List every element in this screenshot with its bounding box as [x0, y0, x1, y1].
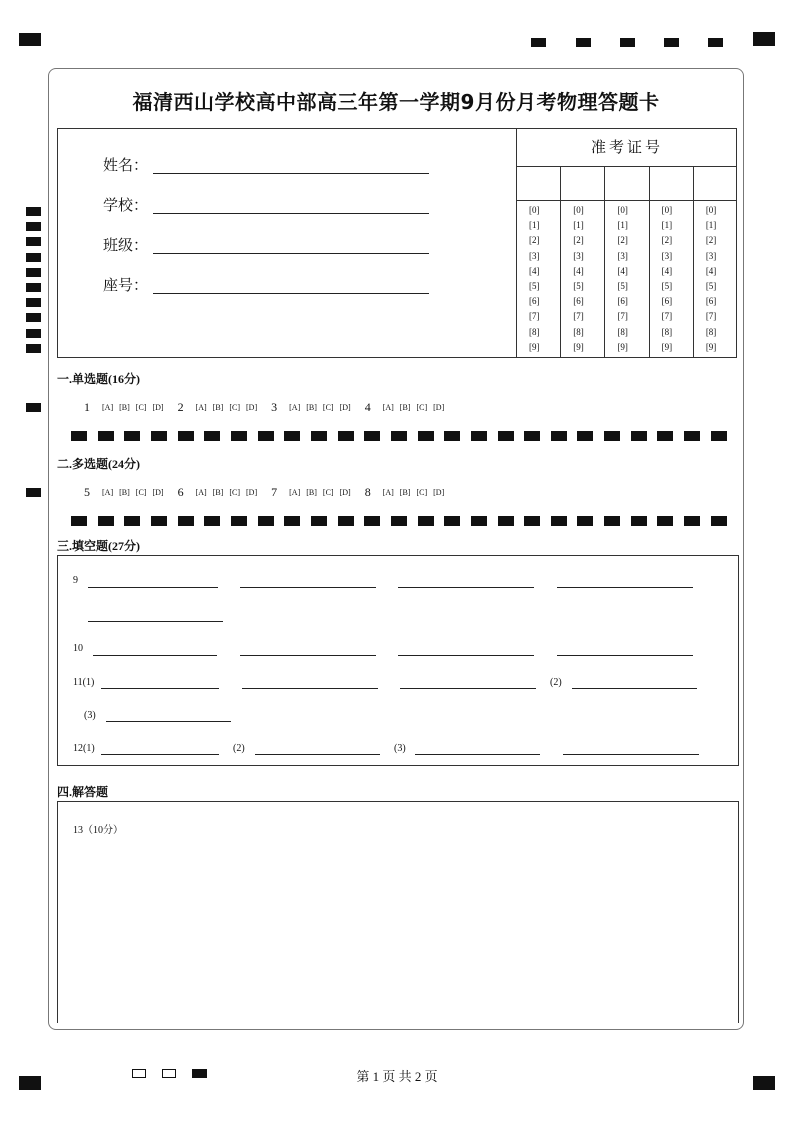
digit-bubble[interactable]: [2]: [661, 235, 673, 246]
name-field[interactable]: 姓名：: [103, 154, 148, 175]
timing-mark: [26, 488, 41, 497]
digit-bubble[interactable]: [7]: [705, 311, 717, 322]
timing-mark: [657, 516, 673, 526]
corner-mark-top-right: [753, 32, 775, 46]
choice-question: [84, 485, 164, 500]
digit-bubble[interactable]: [0]: [529, 205, 540, 215]
digit-bubble[interactable]: [6]: [661, 296, 673, 307]
student-fields: [58, 129, 517, 357]
digit-bubble[interactable]: [7]: [661, 311, 673, 322]
answer-blank[interactable]: [400, 688, 536, 689]
choice-question: [178, 485, 258, 500]
answer-blank[interactable]: [88, 587, 218, 588]
exam-number-write-cell[interactable]: [561, 166, 604, 201]
choice-question: [178, 400, 258, 415]
digit-bubble[interactable]: [8]: [573, 326, 584, 337]
choice-question: [84, 400, 164, 415]
digit-bubble[interactable]: [7]: [573, 311, 584, 322]
digit-bubble[interactable]: [7]: [617, 311, 628, 322]
timing-mark: [26, 207, 41, 216]
option-bubble[interactable]: [D]: [433, 488, 445, 497]
digit-bubble[interactable]: [9]: [617, 341, 628, 352]
answer-blank[interactable]: [242, 688, 378, 689]
digit-bubble[interactable]: [6]: [573, 296, 584, 307]
digit-bubble[interactable]: [3]: [617, 250, 628, 261]
answer-blank[interactable]: [398, 587, 534, 588]
answer-blank[interactable]: [101, 754, 219, 755]
school-field[interactable]: 学校：: [103, 194, 148, 215]
timing-mark: [664, 38, 679, 47]
timing-mark: [576, 38, 591, 47]
exam-number-column: [561, 166, 605, 358]
question-number: 3: [271, 400, 278, 414]
digit-bubble[interactable]: [9]: [529, 341, 540, 352]
timing-mark: [311, 516, 327, 526]
timing-mark: [26, 222, 41, 231]
question-number: 4: [364, 400, 371, 414]
digit-bubble[interactable]: [6]: [617, 296, 628, 307]
timing-mark: [26, 253, 41, 262]
option-bubble[interactable]: [C]: [416, 488, 428, 497]
timing-bar: [71, 516, 727, 526]
answer-blank[interactable]: [240, 587, 376, 588]
digit-bubble[interactable]: [9]: [573, 341, 584, 352]
section-answer: 四.解答题: [57, 785, 109, 799]
student-info-box: [57, 128, 737, 358]
option-bubble[interactable]: [C]: [322, 488, 334, 497]
timing-mark: [178, 431, 194, 441]
answer-blank[interactable]: [398, 655, 534, 656]
digit-bubble[interactable]: [0]: [661, 205, 673, 215]
exam-number-write-cell[interactable]: [605, 166, 648, 201]
digit-bubble[interactable]: [8]: [661, 326, 673, 337]
digit-bubble[interactable]: [2]: [529, 235, 540, 246]
option-bubble[interactable]: [C]: [135, 403, 147, 412]
question-11-part3-label: (3): [84, 710, 96, 721]
digit-bubble[interactable]: [1]: [529, 220, 540, 231]
timing-mark: [631, 516, 647, 526]
timing-mark: [178, 516, 194, 526]
choice-question: [271, 400, 351, 415]
timing-mark: [26, 268, 41, 277]
digit-bubble[interactable]: [2]: [705, 235, 717, 246]
answer-blank[interactable]: [240, 655, 376, 656]
timing-mark: [124, 431, 140, 441]
timing-mark: [418, 431, 434, 441]
answer-box-13[interactable]: [57, 801, 739, 1023]
question-number: 1: [84, 400, 90, 414]
timing-mark: [631, 431, 647, 441]
digit-bubble[interactable]: [2]: [573, 235, 584, 246]
question-11-part2-label: (2): [550, 677, 562, 688]
choice-question: [365, 400, 445, 415]
digit-bubble[interactable]: [1]: [573, 220, 584, 231]
exam-number-grid: [517, 166, 737, 358]
option-bubble[interactable]: [D]: [152, 488, 164, 497]
timing-mark: [444, 516, 460, 526]
section-single-choice: 一.单选题(16分): [57, 372, 140, 386]
digit-bubble[interactable]: [4]: [529, 265, 540, 276]
timing-mark: [338, 516, 354, 526]
timing-mark: [311, 431, 327, 441]
option-bubble[interactable]: [B]: [119, 403, 130, 412]
timing-mark: [338, 431, 354, 441]
digit-bubble[interactable]: [4]: [617, 265, 628, 276]
answer-blank[interactable]: [415, 754, 540, 755]
question-12-part3-label: (3): [394, 743, 406, 754]
digit-bubble[interactable]: [0]: [617, 205, 628, 215]
class-field[interactable]: 班级：: [103, 234, 148, 255]
answer-blank[interactable]: [255, 754, 380, 755]
timing-mark: [711, 431, 727, 441]
digit-bubble[interactable]: [6]: [705, 296, 717, 307]
exam-number-column: [650, 166, 694, 358]
timing-mark: [364, 431, 380, 441]
digit-bubble[interactable]: [4]: [573, 265, 584, 276]
option-bubble[interactable]: [C]: [135, 488, 147, 497]
option-bubble[interactable]: [A]: [102, 403, 114, 412]
multi-choice-row: [84, 485, 458, 500]
timing-mark: [284, 431, 300, 441]
answer-blank[interactable]: [101, 688, 219, 689]
option-bubble[interactable]: [B]: [212, 403, 224, 412]
timing-mark: [204, 516, 220, 526]
timing-mark: [26, 403, 41, 412]
option-bubble[interactable]: [A]: [195, 403, 207, 412]
option-bubble[interactable]: [B]: [399, 488, 411, 497]
digit-bubble[interactable]: [4]: [661, 265, 673, 276]
digit-bubble[interactable]: [9]: [705, 341, 717, 352]
timing-mark: [26, 344, 41, 353]
timing-mark: [498, 516, 514, 526]
option-bubble[interactable]: [D]: [152, 403, 164, 412]
timing-mark: [577, 431, 593, 441]
answer-blank[interactable]: [557, 655, 693, 656]
digit-bubble[interactable]: [1]: [705, 220, 717, 231]
digit-bubble[interactable]: [1]: [661, 220, 673, 231]
question-number: 5: [84, 485, 90, 499]
timing-mark: [418, 516, 434, 526]
section-fill-blank: 三.填空题(27分): [57, 539, 140, 553]
exam-number-column: [694, 166, 737, 358]
timing-mark: [444, 431, 460, 441]
timing-mark: [151, 431, 167, 441]
timing-mark: [684, 431, 700, 441]
question-12-part2-label: (2): [233, 743, 245, 754]
option-bubble[interactable]: [C]: [229, 488, 241, 497]
corner-mark-top-left: [19, 33, 41, 46]
digit-bubble[interactable]: [5]: [617, 281, 628, 292]
timing-mark: [577, 516, 593, 526]
timing-mark: [708, 38, 723, 47]
timing-mark: [26, 298, 41, 307]
option-bubble[interactable]: [B]: [119, 488, 130, 497]
digit-bubble[interactable]: [8]: [705, 326, 717, 337]
digit-bubble[interactable]: [8]: [617, 326, 628, 337]
option-bubble[interactable]: [D]: [246, 488, 258, 497]
digit-bubble[interactable]: [2]: [617, 235, 628, 246]
fill-blank-box: [57, 555, 739, 766]
timing-mark: [531, 38, 546, 47]
timing-mark: [26, 313, 41, 322]
option-bubble[interactable]: [D]: [339, 403, 351, 412]
digit-bubble[interactable]: [5]: [705, 281, 717, 292]
question-number: 7: [271, 485, 278, 499]
question-10-label: 10: [73, 643, 83, 654]
option-bubble[interactable]: [A]: [382, 403, 394, 412]
exam-number-title: 准考证号: [517, 129, 737, 167]
exam-number-write-cell[interactable]: [650, 166, 693, 201]
digit-bubble[interactable]: [3]: [573, 250, 584, 261]
timing-mark: [231, 431, 247, 441]
question-number: 6: [177, 485, 184, 499]
timing-mark: [471, 431, 487, 441]
digit-bubble[interactable]: [3]: [661, 250, 673, 261]
question-13-label: 13（10分）: [73, 825, 123, 836]
option-bubble[interactable]: [C]: [416, 403, 428, 412]
option-bubble[interactable]: [C]: [229, 403, 241, 412]
answer-blank[interactable]: [572, 688, 697, 689]
choice-question: [365, 485, 445, 500]
exam-number-column: [517, 166, 561, 358]
digit-bubble[interactable]: [0]: [573, 205, 584, 215]
timing-mark: [124, 516, 140, 526]
option-bubble[interactable]: [B]: [306, 403, 317, 412]
timing-mark: [604, 431, 620, 441]
question-number: 8: [364, 485, 371, 499]
timing-mark: [391, 516, 407, 526]
timing-mark: [551, 516, 567, 526]
answer-blank[interactable]: [88, 621, 223, 622]
page-footer: 第 1 页 共 2 页: [356, 1069, 438, 1084]
digit-bubble[interactable]: [1]: [617, 220, 628, 231]
digit-bubble[interactable]: [5]: [661, 281, 673, 292]
choice-question: [271, 485, 351, 500]
section-multi-choice: 二.多选题(24分): [57, 457, 140, 471]
answer-blank[interactable]: [93, 655, 217, 656]
option-bubble[interactable]: [A]: [382, 488, 394, 497]
exam-number-column: [605, 166, 649, 358]
option-bubble[interactable]: [D]: [433, 403, 445, 412]
timing-mark: [498, 431, 514, 441]
timing-mark: [258, 431, 274, 441]
option-bubble[interactable]: [A]: [195, 488, 207, 497]
digit-bubble[interactable]: [5]: [529, 281, 540, 292]
question-number: 2: [177, 400, 184, 414]
timing-mark: [524, 516, 540, 526]
timing-mark: [620, 38, 635, 47]
question-9-label: 9: [73, 575, 78, 586]
timing-mark: [231, 516, 247, 526]
exam-number-write-cell[interactable]: [517, 166, 560, 201]
timing-mark: [71, 431, 87, 441]
timing-mark: [471, 516, 487, 526]
single-choice-row: [84, 400, 458, 415]
timing-mark: [71, 516, 87, 526]
timing-mark: [26, 237, 41, 246]
timing-mark: [604, 516, 620, 526]
digit-bubble[interactable]: [3]: [705, 250, 717, 261]
question-12-label: 12(1): [73, 743, 95, 754]
option-bubble[interactable]: [B]: [212, 488, 224, 497]
timing-mark: [391, 431, 407, 441]
timing-mark: [26, 283, 41, 292]
option-bubble[interactable]: [B]: [306, 488, 317, 497]
timing-mark: [151, 516, 167, 526]
digit-bubble[interactable]: [5]: [573, 281, 584, 292]
option-bubble[interactable]: [A]: [289, 488, 301, 497]
timing-mark: [284, 516, 300, 526]
timing-mark: [204, 431, 220, 441]
option-bubble[interactable]: [A]: [289, 403, 301, 412]
digit-bubble[interactable]: [8]: [529, 326, 540, 337]
timing-mark: [711, 516, 727, 526]
timing-mark: [98, 431, 114, 441]
timing-mark: [26, 329, 41, 338]
timing-mark: [98, 516, 114, 526]
answer-blank[interactable]: [557, 587, 693, 588]
timing-mark: [551, 431, 567, 441]
digit-bubble[interactable]: [4]: [705, 265, 717, 276]
option-bubble[interactable]: [A]: [102, 488, 114, 497]
digit-bubble[interactable]: [0]: [705, 205, 717, 215]
timing-mark: [364, 516, 380, 526]
digit-bubble[interactable]: [9]: [661, 341, 673, 352]
option-bubble[interactable]: [C]: [322, 403, 334, 412]
option-bubble[interactable]: [D]: [246, 403, 258, 412]
option-bubble[interactable]: [B]: [399, 403, 411, 412]
exam-number-write-cell[interactable]: [694, 166, 737, 201]
timing-mark: [657, 431, 673, 441]
answer-blank[interactable]: [106, 721, 231, 722]
timing-mark: [524, 431, 540, 441]
seat-field[interactable]: 座号：: [103, 274, 148, 295]
digit-bubble[interactable]: [7]: [529, 311, 540, 322]
timing-mark: [258, 516, 274, 526]
timing-mark: [684, 516, 700, 526]
page-title: 福清西山学校高中部高三年第一学期9月份月考物理答题卡: [132, 90, 660, 114]
answer-blank[interactable]: [563, 754, 699, 755]
digit-bubble[interactable]: [3]: [529, 250, 540, 261]
digit-bubble[interactable]: [6]: [529, 296, 540, 307]
question-11-label: 11(1): [73, 677, 95, 688]
option-bubble[interactable]: [D]: [339, 488, 351, 497]
timing-bar: [71, 431, 727, 441]
